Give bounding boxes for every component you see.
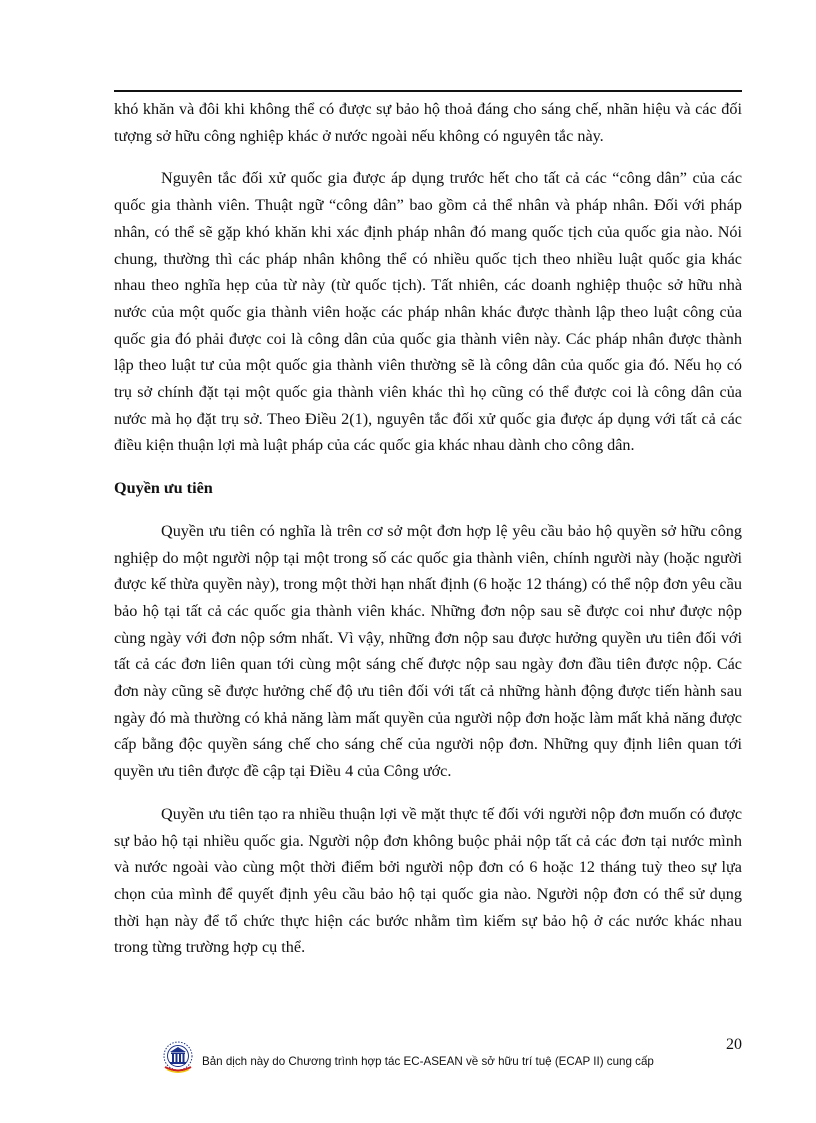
footer-credit-text: Bản dịch này do Chương trình hợp tác EC-ASEAN về sở hữu trí tuệ (ECAP II) cung cấp [202, 1055, 654, 1068]
paragraph-priority-right: Quyền ưu tiên có nghĩa là trên cơ sở một đơn hợp lệ yêu cầu bảo hộ quyền sở hữu công nghiệp do một người nộp tại một trong số các quốc gia thành viên, chính người này (hoặc người được kế thừa quyền này), trong một thời hạn nhất định (6 hoặc 12 tháng) có thể nộp đơn yêu cầu bảo hộ tại tất cả các quốc gia thành viên khác. Những đơn nộp sau sẽ được coi như được nộp cùng ngày với đơn nộp sớm nhất. Vì vậy, những đơn nộp sau được hưởng quyền ưu tiên đối với tất cả các đơn liên quan tới cùng một sáng chế được nộp sau ngày đơn đầu tiên được nộp. Các đơn này cũng sẽ được hưởng chế độ ưu tiên đối với tất cả những hành động được tiến hành sau ngày đó mà thường có khả năng làm mất quyền của người nộp đơn hoặc làm mất khả năng được cấp bằng độc quyền sáng chế cho sáng chế của người nộp đơn. Những quy định liên quan tới quyền ưu tiên được đề cập tại Điều 4 của Công ước. [114, 521, 742, 781]
paragraph-continued: khó khăn và đôi khi không thể có được sự bảo hộ thoả đáng cho sáng chế, nhãn hiệu và các đối tượng sở hữu công nghiệp khác ở nước ngoài nếu không có nguyên tắc này. [114, 100, 742, 145]
ecap-logo-icon [160, 1040, 196, 1074]
header-rule [114, 90, 742, 92]
paragraph-national-treatment: Nguyên tắc đối xử quốc gia được áp dụng trước hết cho tất cả các “công dân” của các quốc gia thành viên. Thuật ngữ “công dân” bao gồm cả thể nhân và pháp nhân. Đối với pháp nhân, có thể sẽ gặp khó khăn khi xác định pháp nhân đó mang quốc tịch của quốc gia nào. Nói chung, thường thì các pháp nhân không thể có nhiều quốc tịch theo nhiều luật quốc gia khác nhau theo nghĩa hẹp của từ này (từ quốc tịch). Tất nhiên, các doanh nghiệp thuộc sở hữu nhà nước của một quốc gia thành viên hoặc các pháp nhân khác được thành lập theo luật công của quốc gia đó phải được coi là công dân của quốc gia thành viên này. Các pháp nhân được thành lập theo luật tư của một quốc gia thành viên thường sẽ là công dân của quốc gia đó. Nếu họ có trụ sở chính đặt tại một quốc gia thành viên khác thì họ cũng có thể được coi là công dân của nước mà họ đặt trụ sở. Theo Điều 2(1), nguyên tắc đối xử quốc gia được áp dụng với tất cả các điều kiện thuận lợi mà luật pháp của các quốc gia khác nhau dành cho công dân. [114, 169, 742, 455]
section-heading: Quyền ưu tiên [114, 479, 213, 498]
page-number: 20 [726, 1036, 742, 1053]
paragraph-priority-benefits: Quyền ưu tiên tạo ra nhiều thuận lợi về mặt thực tế đối với người nộp đơn muốn có được sự bảo hộ tại nhiều quốc gia. Người nộp đơn không buộc phải nộp tất cả các đơn tại nước mình và nước ngoài vào cùng một thời điểm bởi người nộp đơn có 6 hoặc 12 tháng tuỳ theo sự lựa chọn của mình để quyết định yêu cầu bảo hộ tại quốc gia nào. Người nộp đơn có thể sử dụng thời hạn này để tổ chức thực hiện các bước nhằm tìm kiếm sự bảo hộ ở các nước khác nhau trong từng trường hợp cụ thể. [114, 804, 742, 957]
page-body [114, 96, 742, 961]
